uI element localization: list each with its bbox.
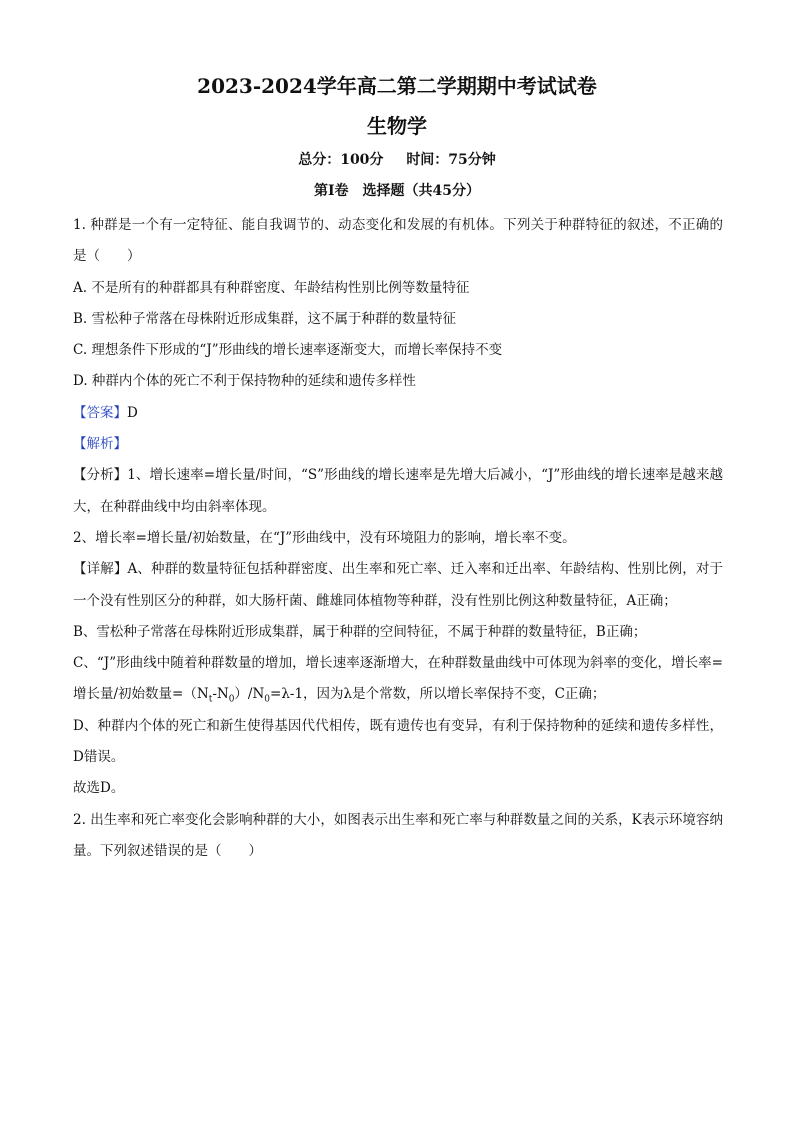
q1-conclusion: 故选D。: [73, 780, 125, 797]
detail-c-mid2: ）/N: [234, 686, 265, 703]
q2-stem: 2. 出生率和死亡率变化会影响种群的大小，如图表示出生率和死亡率与种群数量之间的关系，K表示环境容纳量。下列叙述错误的是（ ）: [73, 811, 723, 859]
q1-option-c: C. 理想条件下形成的“J”形曲线的增长速率逐渐变大，而增长率保持不变: [73, 342, 503, 359]
q1-detail-a: [73, 554, 723, 617]
exam-meta: [0, 149, 794, 169]
detail-c-mid: -N: [212, 686, 229, 703]
question-body: [73, 210, 723, 867]
subject-title: 生物学: [367, 114, 427, 138]
q1-analysis-label: 【解析】: [73, 436, 127, 453]
q1-detail-b: B、雪松种子常落在母株附近形成集群，属于种群的空间特征，不属于种群的数量特征，B正确；: [73, 623, 647, 640]
q1-option-b: B. 雪松种子常落在母株附近形成集群，这不属于种群的数量特征: [73, 310, 457, 327]
q1-answer: [73, 398, 723, 429]
score-info: 总分：100分: [298, 152, 384, 168]
q1-stem: 1. 种群是一个有一定特征、能自我调节的、动态变化和发展的有机体。下列关于种群特征的叙述，不正确的是（ ）: [73, 217, 723, 265]
answer-label: 【答案】: [73, 404, 127, 421]
detail-c-pre: C、“J”形曲线中随着种群数量的增加，增长速率逐渐增大，在种群数量曲线中可体现为斜率的变化，增长率=增长量/初始数量=（N: [73, 655, 723, 703]
q1-detail-d: D、种群内个体的死亡和新生使得基因代代相传，既有遗传也有变异，有利于保持物种的延续和遗传多样性，D错误。: [73, 717, 723, 766]
subscript-0: 0: [228, 695, 235, 706]
answer-value: D: [127, 404, 138, 421]
detail-label: 【详解】: [73, 561, 128, 578]
detail-c-post: =λ-1，因为λ是个常数，所以增长率保持不变，C正确；: [270, 686, 606, 703]
q1-option-d: D. 种群内个体的死亡不利于保持物种的延续和遗传多样性: [73, 373, 416, 390]
subscript-t: t: [208, 695, 213, 706]
exam-title: 2023-2024学年高二第二学期期中考试试卷: [197, 74, 597, 98]
section-title: 第Ⅰ卷 选择题（共45分）: [313, 183, 481, 199]
fenxi-label: 【分析】: [73, 467, 128, 484]
fenxi-text-1: 1、增长速率=增长量/时间，“S”形曲线的增长速率是先增大后减小，“J”形曲线的增长速率是越来越大，在种群曲线中均由斜率体现。: [73, 467, 724, 515]
detail-a-text: A、种群的数量特征包括种群密度、出生率和死亡率、迁入率和迁出率、年龄结构、性别比例，对于一个没有性别区分的种群，如大肠杆菌、雌雄同体植物等种群，没有性别比例这种数量特征，A正确；: [73, 561, 724, 609]
time-info: 时间：75分钟: [406, 152, 496, 168]
q1-fenxi-2: 2、增长率=增长量/初始数量，在“J”形曲线中，没有环境阻力的影响，增长率不变。: [73, 529, 576, 546]
q1-detail-c: [73, 648, 723, 711]
subscript-0b: 0: [264, 695, 271, 706]
q1-option-a: A. 不是所有的种群都具有种群密度、年龄结构性别比例等数量特征: [73, 279, 470, 296]
q1-fenxi-1: [73, 460, 723, 523]
